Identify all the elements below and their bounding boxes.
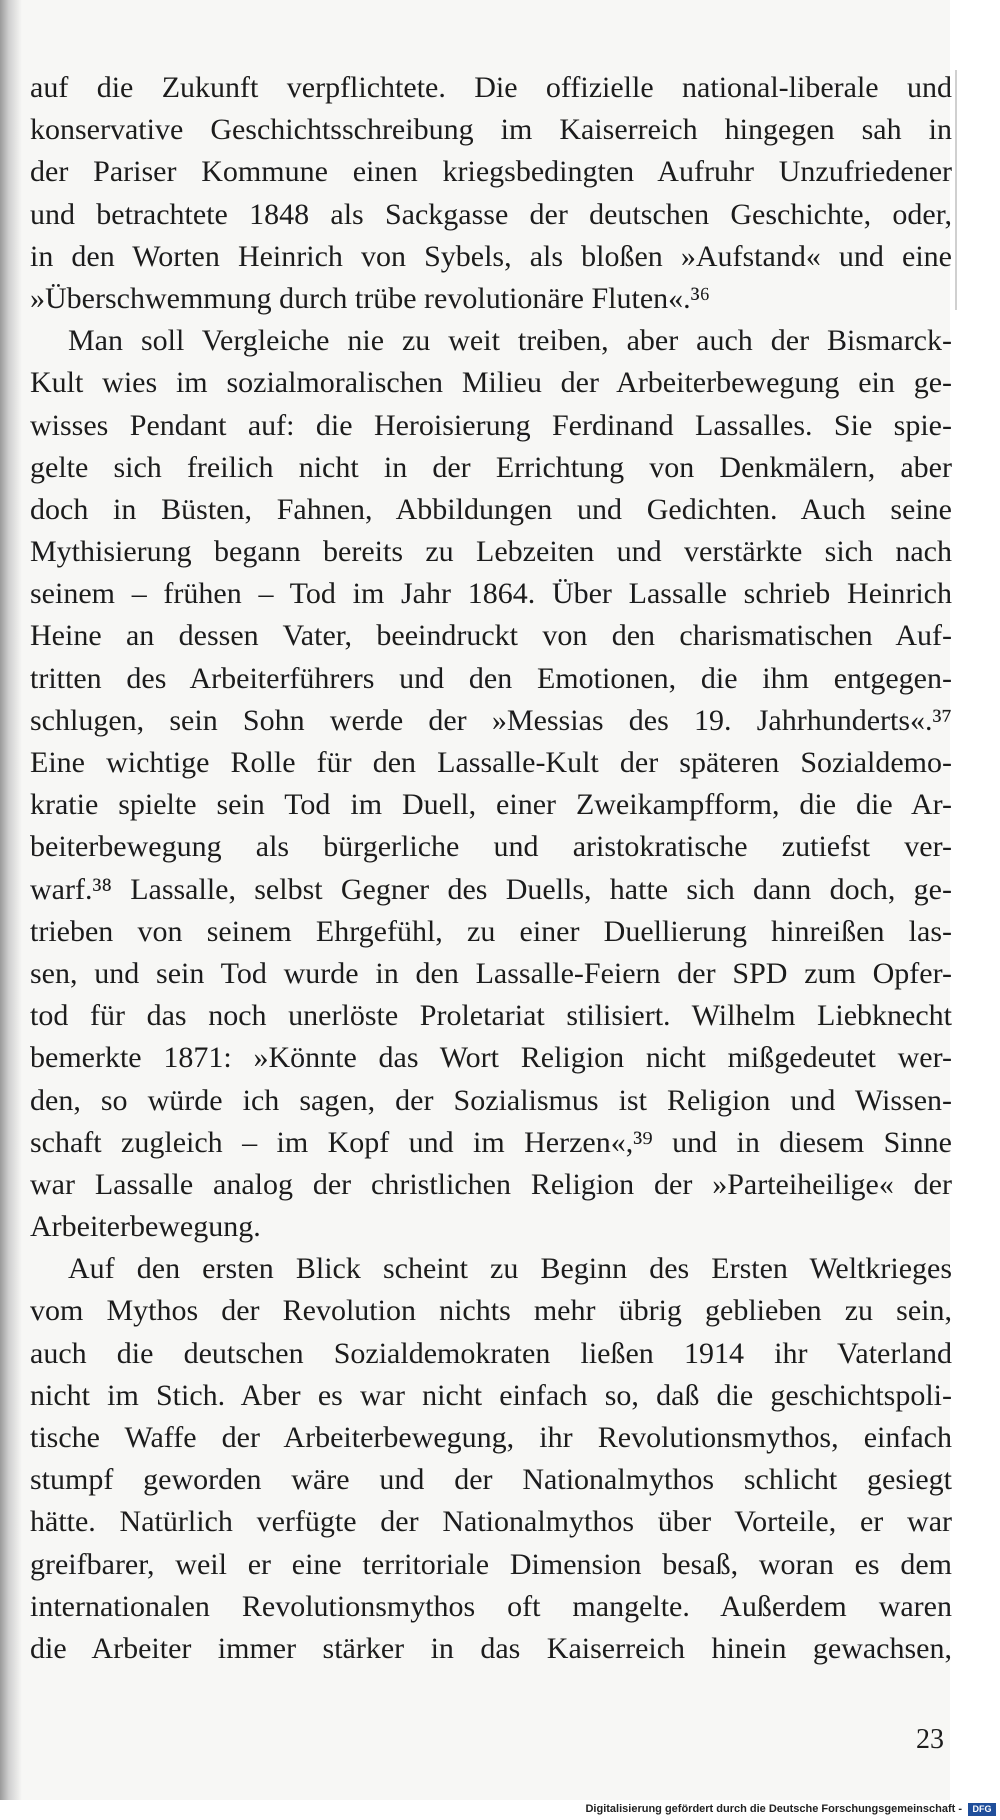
text-line: Auf den ersten Blick scheint zu Beginn des Ersten Weltkrieges	[68, 1252, 952, 1286]
paragraph-1	[30, 67, 952, 320]
text-line: doch in Büsten, Fahnen, Abbildungen und Gedichten. Auch seine	[30, 492, 952, 526]
text-line: warf.³⁸ Lassalle, selbst Gegner des Duells, hatte sich dann doch, ge-	[30, 872, 952, 906]
text-line: konservative Geschichtsschreibung im Kaiserreich hingegen sah in	[30, 113, 952, 147]
footer-credit: Digitalisierung gefördert durch die Deutsche Forschungsgemeinschaft -	[585, 1803, 962, 1815]
text-line: trieben von seinem Ehrgefühl, zu einer Duellierung hinreißen las-	[30, 914, 952, 948]
text-line: stumpf geworden wäre und der Nationalmythos schlicht gesiegt	[30, 1463, 952, 1497]
paragraph-3	[30, 1248, 952, 1670]
text-line: sen, und sein Tod wurde in den Lassalle-Feiern der SPD zum Opfer-	[30, 956, 952, 990]
paragraph-2	[30, 320, 952, 1248]
text-line: greifbarer, weil er eine territoriale Dimension besaß, woran es dem	[30, 1547, 952, 1581]
text-line: »Überschwemmung durch trübe revolutionäre Fluten«.³⁶	[30, 281, 711, 315]
right-margin	[950, 0, 1000, 1800]
text-line: den, so würde ich sagen, der Sozialismus ist Religion und Wissen-	[30, 1083, 952, 1117]
text-line: und betrachtete 1848 als Sackgasse der deutschen Geschichte, oder,	[30, 197, 952, 231]
text-line: auf die Zukunft verpflichtete. Die offizielle national-liberale und	[30, 71, 952, 104]
text-line: auch die deutschen Sozialdemokraten ließen 1914 ihr Vaterland	[30, 1336, 952, 1370]
text-line: Arbeiterbewegung.	[30, 1210, 261, 1244]
body-text	[30, 67, 952, 1670]
digitization-footer	[0, 1800, 1000, 1820]
dfg-logo-icon: DFG	[968, 1803, 996, 1816]
text-line: war Lassalle analog der christlichen Religion der »Parteiheilige« der	[30, 1167, 952, 1201]
text-line: tritten des Arbeiterführers und den Emotionen, die ihm entgegen-	[30, 661, 952, 695]
text-line: tische Waffe der Arbeiterbewegung, ihr Revolutionsmythos, einfach	[30, 1421, 952, 1454]
text-line: Eine wichtige Rolle für den Lassalle-Kult der späteren Sozialdemo-	[30, 746, 952, 779]
text-line: gelte sich freilich nicht in der Errichtung von Denkmälern, aber	[30, 450, 952, 484]
text-line: beiterbewegung als bürgerliche und aristokratische zutiefst ver-	[30, 830, 952, 864]
text-line: bemerkte 1871: »Könnte das Wort Religion nicht mißgedeutet wer-	[30, 1041, 952, 1075]
text-line: internationalen Revolutionsmythos oft mangelte. Außerdem waren	[30, 1589, 952, 1623]
text-line: vom Mythos der Revolution nichts mehr übrig geblieben zu sein,	[30, 1294, 952, 1328]
text-line: seinem – frühen – Tod im Jahr 1864. Über Lassalle schrieb Heinrich	[30, 577, 952, 611]
text-line: hätte. Natürlich verfügte der Nationalmythos über Vorteile, er war	[30, 1505, 952, 1539]
text-line: Kult wies im sozialmoralischen Milieu der Arbeiterbewegung ein ge-	[30, 366, 952, 400]
text-line: in den Worten Heinrich von Sybels, als bloßen »Aufstand« und eine	[30, 239, 952, 273]
text-line: Mythisierung begann bereits zu Lebzeiten und verstärkte sich nach	[30, 535, 952, 569]
margin-mark	[955, 70, 957, 310]
text-line: die Arbeiter immer stärker in das Kaiserreich hinein gewachsen,	[30, 1631, 952, 1665]
text-line: schaft zugleich – im Kopf und im Herzen«,³⁹ und in diesem Sinne	[30, 1125, 952, 1159]
text-line: tod für das noch unerlöste Proletariat stilisiert. Wilhelm Liebknecht	[30, 999, 952, 1033]
text-line: wisses Pendant auf: die Heroisierung Ferdinand Lassalles. Sie spie-	[30, 408, 952, 442]
page-number: 23	[916, 1724, 944, 1755]
text-line: kratie spielte sein Tod im Duell, einer Zweikampfform, die die Ar-	[30, 788, 952, 822]
text-line: Heine an dessen Vater, beeindruckt von den charismatischen Auf-	[30, 619, 952, 653]
text-line: nicht im Stich. Aber es war nicht einfach so, daß die geschichtspoli-	[30, 1378, 952, 1412]
text-line: der Pariser Kommune einen kriegsbedingten Aufruhr Unzufriedener	[30, 155, 952, 189]
text-line: Man soll Vergleiche nie zu weit treiben, aber auch der Bismarck-	[68, 324, 952, 358]
text-line: schlugen, sein Sohn werde der »Messias des 19. Jahrhunderts«.³⁷	[30, 703, 952, 737]
binding-shadow	[0, 0, 22, 1820]
